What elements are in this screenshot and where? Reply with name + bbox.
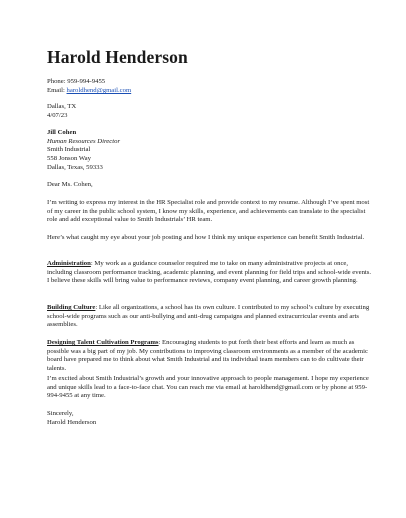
phone-label: Phone:	[47, 78, 68, 85]
sign-off: Sincerely,	[47, 410, 74, 417]
signature-name: Harold Henderson	[47, 419, 97, 426]
recipient-name: Jill Cohen	[47, 129, 77, 136]
recipient-city: Dallas, Texas, 59333	[47, 164, 103, 171]
section-body: : Like all organizations, a school has its own culture. I contributed to my school’s culture by executing school-wide programs such as our anti-bullying and anti-drug campaigns and planned extracurricular events and arts assemblies.	[47, 304, 370, 329]
section-building-culture	[47, 304, 372, 330]
closing-paragraph: I’m excited about Smith Industrial’s growth and your innovative approach to people management. I hope my experience and unique skills lead to a face-to-face chat. You can reach me via email at haroldhend@gmail.com or by phone at 959-994-9455 at any time.	[47, 375, 369, 400]
sender-email-line	[47, 87, 131, 96]
letter-date: 4/07/23	[47, 112, 68, 119]
sender-name-heading: Harold Henderson	[47, 47, 188, 67]
section-talent-cultivation	[47, 339, 372, 373]
lead-in-paragraph: Here’s what caught my eye about your job posting and how I think my unique experience can benefit Smith Industrial.	[47, 234, 365, 241]
recipient-company: Smith Industrial	[47, 146, 91, 153]
section-body: : My work as a guidance counselor required me to take on many administrative projects at once, including classroom performance tracking, academic planning, and event planning for field trips and school-wide events. I believe these skills will bring value to performance reviews, company event planning, and career growth planning.	[47, 260, 372, 285]
phone-value: 959-994-9455	[67, 78, 106, 85]
salutation: Dear Ms. Cohen,	[47, 181, 93, 188]
section-body: : Encouraging students to put forth their best efforts and learn as much as possible was a big part of my job. My contributions to improving classroom environments as a member of the academic board have prepared me to think about what Smith Industrial and its individual team members can to do cultivate their talents.	[47, 339, 368, 372]
recipient-title: Human Resources Director	[47, 138, 121, 145]
sender-phone-line	[47, 78, 105, 87]
sender-email-link[interactable]: haroldhend@gmail.com	[66, 87, 132, 94]
section-heading: Administration	[47, 260, 91, 267]
recipient-street: 558 Jonson Way	[47, 155, 91, 162]
section-heading: Building Culture	[47, 304, 96, 311]
sender-city: Dallas, TX	[47, 103, 77, 110]
intro-paragraph: I’m writing to express my interest in the HR Specialist role and provide context to my resume. Although I’ve spent most of my career in the public school system, I know my skills, experience, and achievements can translate to the specialist role and add exceptional value to Smith Industrials’ HR team.	[47, 199, 370, 224]
section-administration	[47, 260, 372, 286]
email-label: Email:	[47, 87, 67, 94]
section-heading: Designing Talent Cultivation Programs	[47, 339, 159, 346]
